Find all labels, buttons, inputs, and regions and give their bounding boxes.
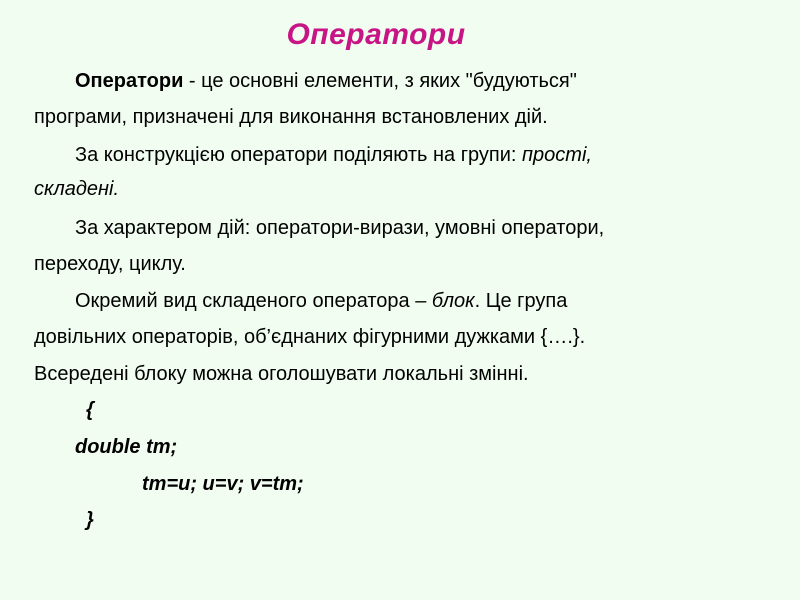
slide-title: Оператори bbox=[286, 18, 466, 51]
paragraph-4-text-b: . Це група bbox=[474, 290, 568, 312]
paragraph-2-line-2 bbox=[34, 176, 119, 202]
simple-term: прості, bbox=[522, 144, 592, 166]
code-open-brace: { bbox=[86, 399, 94, 421]
paragraph-3-line-2: переходу, циклу. bbox=[34, 253, 186, 275]
paragraph-2-text: За конструкцією оператори поділяють на групи: bbox=[75, 144, 523, 166]
paragraph-1-line-2: програми, призначені для виконання встановлених дій. bbox=[34, 106, 548, 128]
block-term: блок bbox=[431, 290, 475, 312]
paragraph-4-line-3: Всередені блоку можна оголошувати локальні змінні. bbox=[34, 363, 529, 385]
paragraph-4-line-1 bbox=[75, 288, 567, 314]
code-line-1: double tm; bbox=[75, 436, 178, 458]
paragraph-2-line-1 bbox=[75, 142, 592, 168]
paragraph-4-line-2: довільних операторів, об’єднаних фігурними дужками {….}. bbox=[34, 326, 586, 348]
paragraph-4-text-a: Окремий вид складеного оператора – bbox=[75, 290, 432, 312]
paragraph-1-line-1 bbox=[75, 68, 577, 94]
term-operators: Оператори bbox=[75, 70, 184, 92]
compound-term: складені. bbox=[34, 178, 120, 200]
code-close-brace: } bbox=[86, 509, 94, 531]
paragraph-1-text: - це основні елементи, з яких "будуються" bbox=[183, 70, 577, 92]
paragraph-3-line-1: За характером дій: оператори-вирази, умовні оператори, bbox=[75, 217, 605, 239]
code-line-2: tm=u; u=v; v=tm; bbox=[142, 473, 304, 495]
